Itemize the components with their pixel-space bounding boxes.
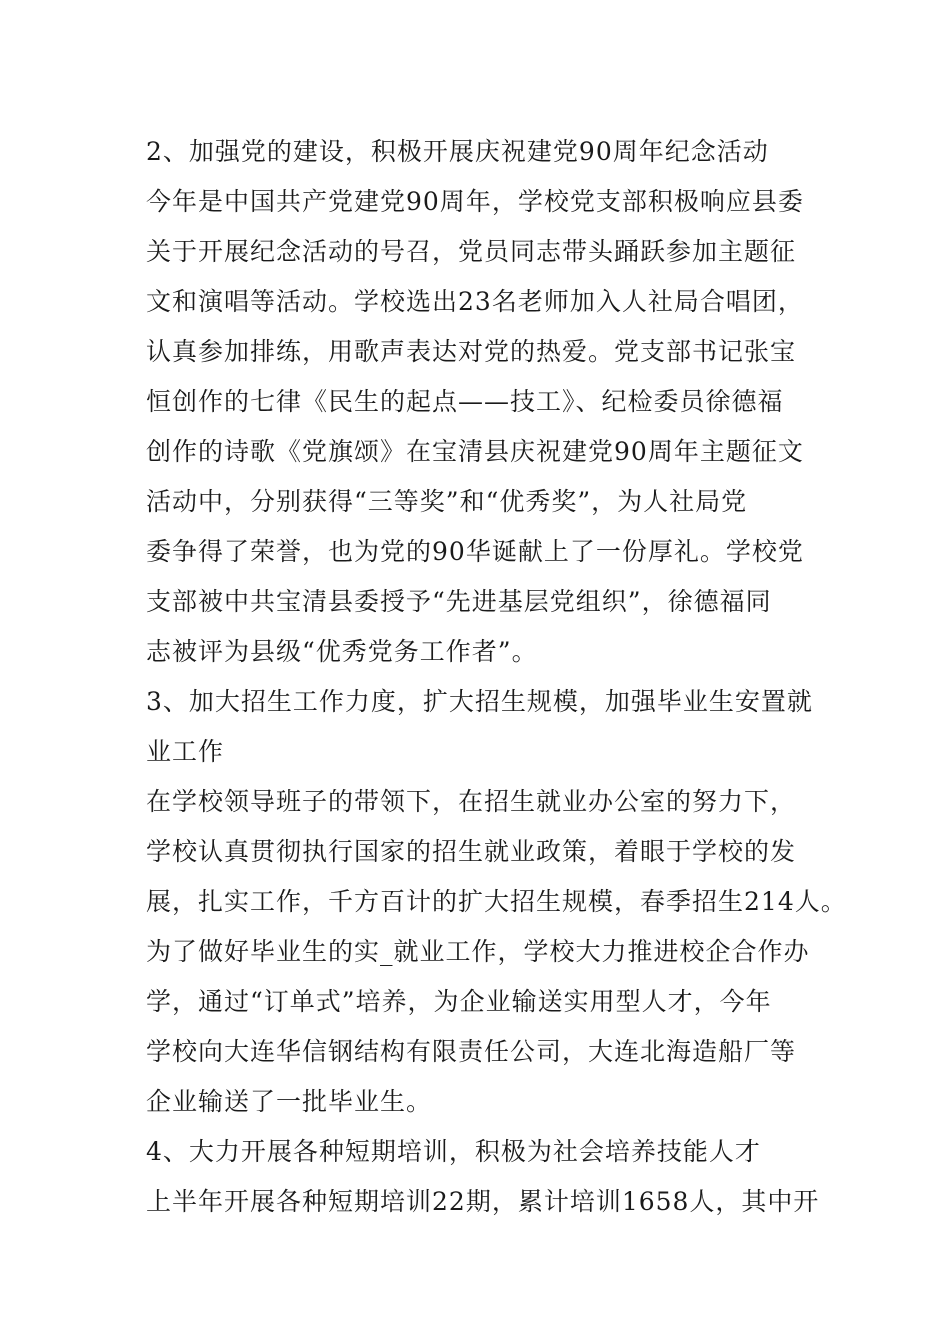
section-heading-2: 2、加强党的建设，积极开展庆祝建党90周年纪念活动 [146,137,769,166]
paragraph-line: 学校向大连华信钢结构有限责任公司，大连北海造船厂等 [146,1037,797,1066]
section-heading-3-cont: 业工作 [146,737,225,766]
paragraph-line: 恒创作的七律《民生的起点——技工》、纪检委员徐德福 [146,387,784,416]
paragraph-line: 志被评为县级“优秀党务工作者”。 [146,637,538,666]
paragraph-line: 学，通过“订单式”培养，为企业输送实用型人才，今年 [146,987,772,1016]
paragraph-line: 支部被中共宝清县委授予“先进基层党组织”，徐德福同 [146,587,772,616]
paragraph-line: 为了做好毕业生的实_就业工作，学校大力推进校企合作办 [146,937,810,966]
paragraph-line: 展，扎实工作，千方百计的扩大招生规模，春季招生214人。 [146,887,847,916]
paragraph-line: 今年是中国共产党建党90周年，学校党支部积极响应县委 [146,187,804,216]
paragraph-line: 上半年开展各种短期培训22期，累计培训1658人，其中开 [146,1187,820,1216]
paragraph-line: 关于开展纪念活动的号召，党员同志带头踊跃参加主题征 [146,237,797,266]
paragraph-line: 活动中，分别获得“三等奖”和“优秀奖”，为人社局党 [146,487,748,516]
paragraph-line: 在学校领导班子的带领下，在招生就业办公室的努力下， [146,787,797,816]
paragraph-line: 认真参加排练，用歌声表达对党的热爱。党支部书记张宝 [146,337,797,366]
paragraph-line: 委争得了荣誉，也为党的90华诞献上了一份厚礼。学校党 [146,537,804,566]
paragraph-line: 学校认真贯彻执行国家的招生就业政策，着眼于学校的发 [146,837,797,866]
section-heading-4: 4、大力开展各种短期培训，积极为社会培养技能人才 [146,1137,761,1166]
paragraph-line: 创作的诗歌《党旗颂》在宝清县庆祝建党90周年主题征文 [146,437,804,466]
section-heading-3: 3、加大招生工作力度，扩大招生规模，加强毕业生安置就 [146,687,813,716]
paragraph-line: 文和演唱等活动。学校选出23名老师加入人社局合唱团， [146,287,804,316]
paragraph-line: 企业输送了一批毕业生。 [146,1087,433,1116]
